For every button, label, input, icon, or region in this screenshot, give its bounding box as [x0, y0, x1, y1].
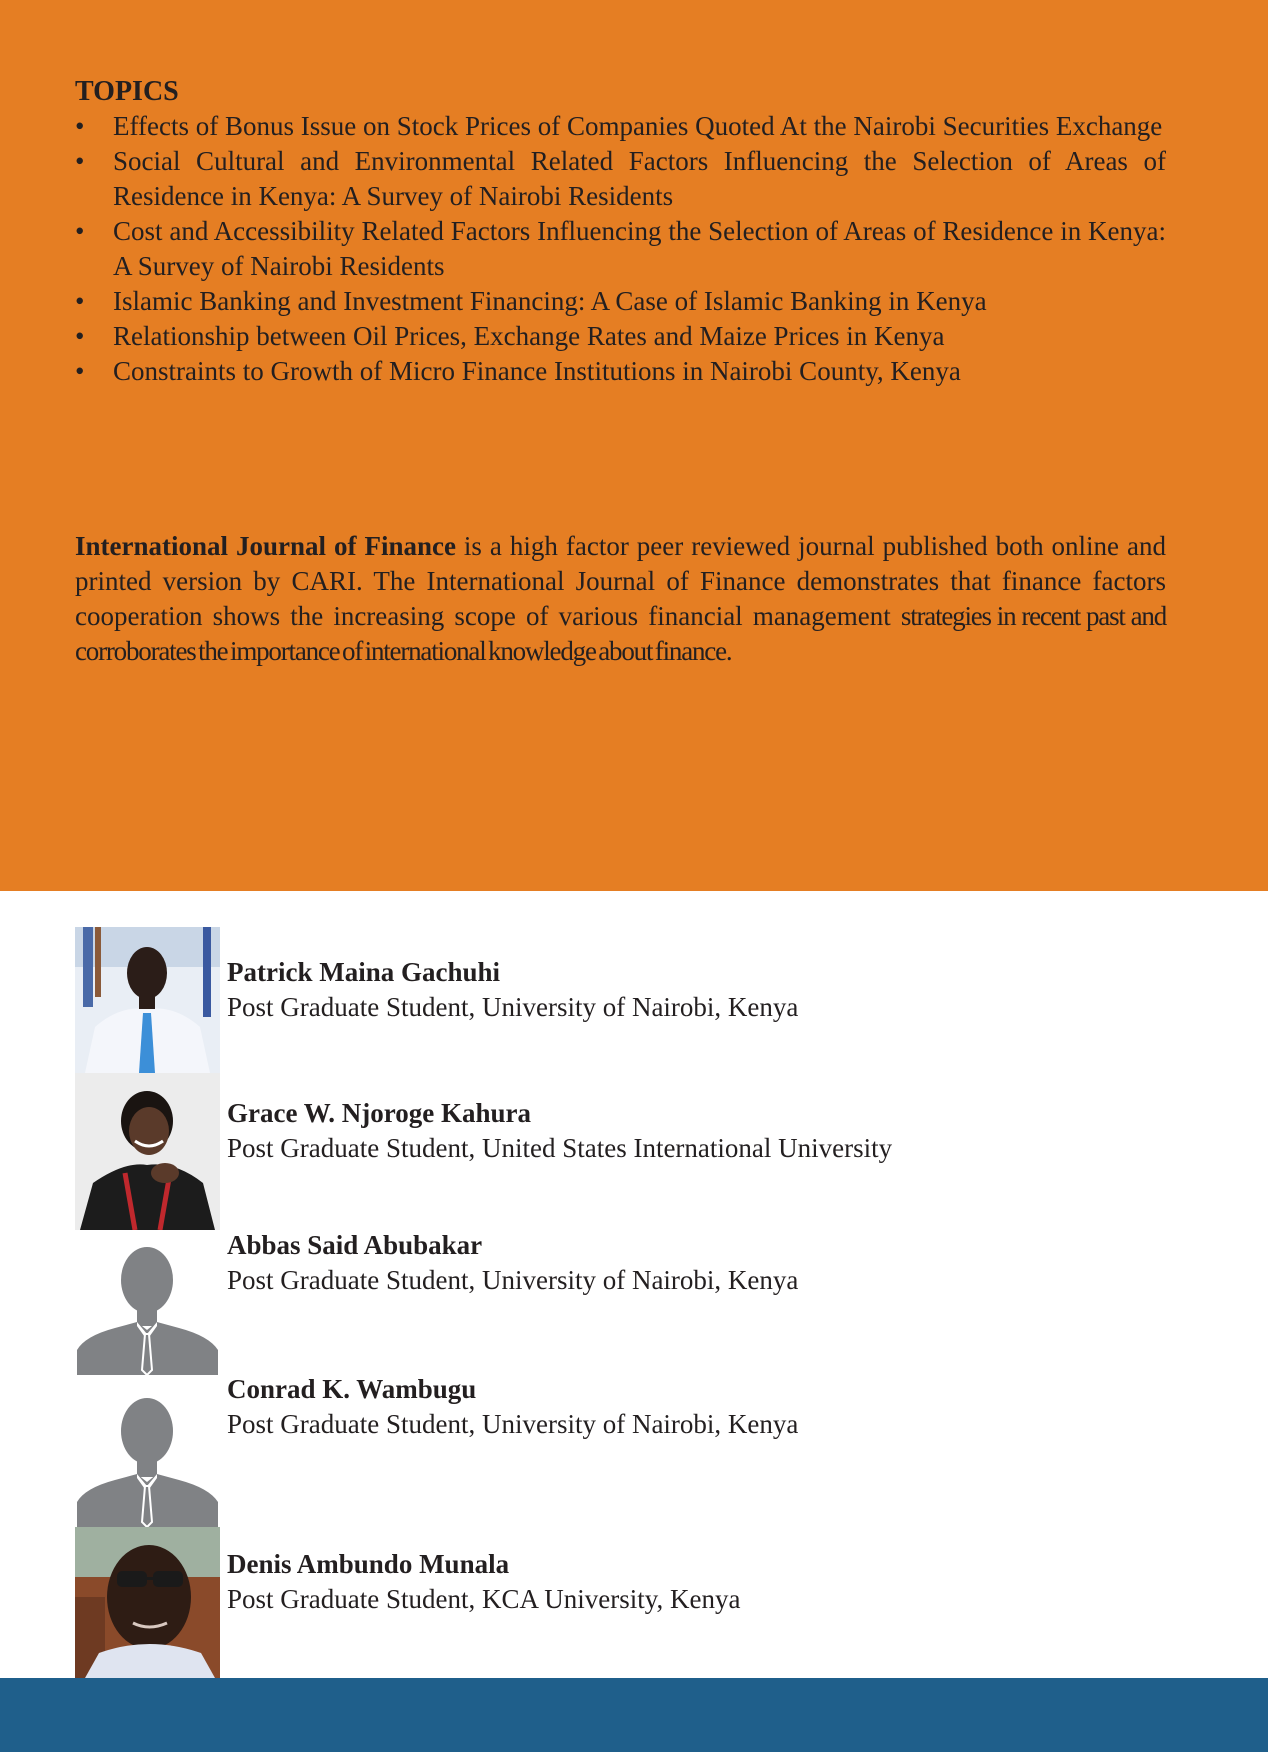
person-photo-icon [75, 1073, 220, 1230]
topic-item [75, 109, 1166, 144]
author-text [227, 1096, 892, 1166]
author-affiliation: Post Graduate Student, University of Nairobi, Kenya [227, 992, 799, 1022]
bullet-icon: • [75, 286, 85, 316]
topics-heading: TOPICS [75, 76, 179, 107]
journal-description-last-line: strategies in recent past and corroborates the importance of international knowledge about finance. [75, 601, 1167, 666]
author-name: Denis Ambundo Munala [227, 1549, 510, 1579]
author-text [227, 1372, 798, 1442]
bullet-icon: • [75, 111, 85, 141]
topic-item [75, 319, 1166, 354]
topic-item [75, 284, 1166, 319]
author-entry [75, 1073, 1175, 1223]
person-photo-icon [75, 1527, 220, 1678]
topic-item [75, 354, 1166, 389]
author-name: Abbas Said Abubakar [227, 1230, 483, 1260]
author-photo [75, 1527, 220, 1678]
author-entry [75, 1527, 1175, 1677]
author-photo [75, 927, 220, 1073]
author-affiliation: Post Graduate Student, University of Nairobi, Kenya [227, 1409, 799, 1439]
author-name: Grace W. Njoroge Kahura [227, 1098, 531, 1128]
author-name: Conrad K. Wambugu [227, 1374, 477, 1404]
footer-bar [0, 1678, 1268, 1752]
silhouette-icon [75, 1375, 220, 1527]
author-photo [75, 1375, 220, 1527]
journal-description-text: is a high factor peer reviewed journal published both online and printed version by CARI. The International Journal of Finance demonstrates that finance factors cooperation shows the increasing scope of various financial management [75, 531, 1166, 631]
author-photo [75, 1073, 220, 1230]
silhouette-icon [75, 1230, 220, 1375]
author-text [227, 1228, 798, 1298]
topic-text: Effects of Bonus Issue on Stock Prices of Companies Quoted At the Nairobi Securities Exchange [113, 111, 1163, 141]
author-affiliation: Post Graduate Student, United States International University [227, 1133, 893, 1163]
topic-text: Relationship between Oil Prices, Exchange Rates and Maize Prices in Kenya [113, 321, 945, 351]
person-photo-icon [75, 927, 220, 1073]
author-entry [75, 927, 1175, 1077]
journal-name: International Journal of Finance [75, 531, 456, 561]
bullet-icon: • [75, 216, 85, 246]
topic-text: Islamic Banking and Investment Financing: A Case of Islamic Banking in Kenya [113, 286, 987, 316]
topic-text: Constraints to Growth of Micro Finance Institutions in Nairobi County, Kenya [113, 356, 961, 386]
topic-text: Social Cultural and Environmental Related Factors Influencing the Selection of Areas of Residence in Kenya: A Survey of Nairobi Residents [113, 146, 1166, 211]
author-entry [75, 1375, 1175, 1525]
bullet-icon: • [75, 356, 85, 386]
journal-description [75, 529, 1166, 669]
bullet-icon: • [75, 321, 85, 351]
author-entry [75, 1230, 1175, 1380]
topic-item [75, 214, 1166, 284]
author-affiliation: Post Graduate Student, University of Nairobi, Kenya [227, 1265, 799, 1295]
author-photo [75, 1230, 220, 1375]
topic-item [75, 144, 1166, 214]
author-name: Patrick Maina Gachuhi [227, 957, 501, 987]
author-affiliation: Post Graduate Student, KCA University, Kenya [227, 1584, 741, 1614]
topics-list [75, 109, 1166, 389]
author-text [227, 955, 798, 1025]
bullet-icon: • [75, 146, 85, 176]
topic-text: Cost and Accessibility Related Factors Influencing the Selection of Areas of Residence in Kenya: A Survey of Nairobi Residents [113, 216, 1166, 281]
author-text [227, 1547, 740, 1617]
